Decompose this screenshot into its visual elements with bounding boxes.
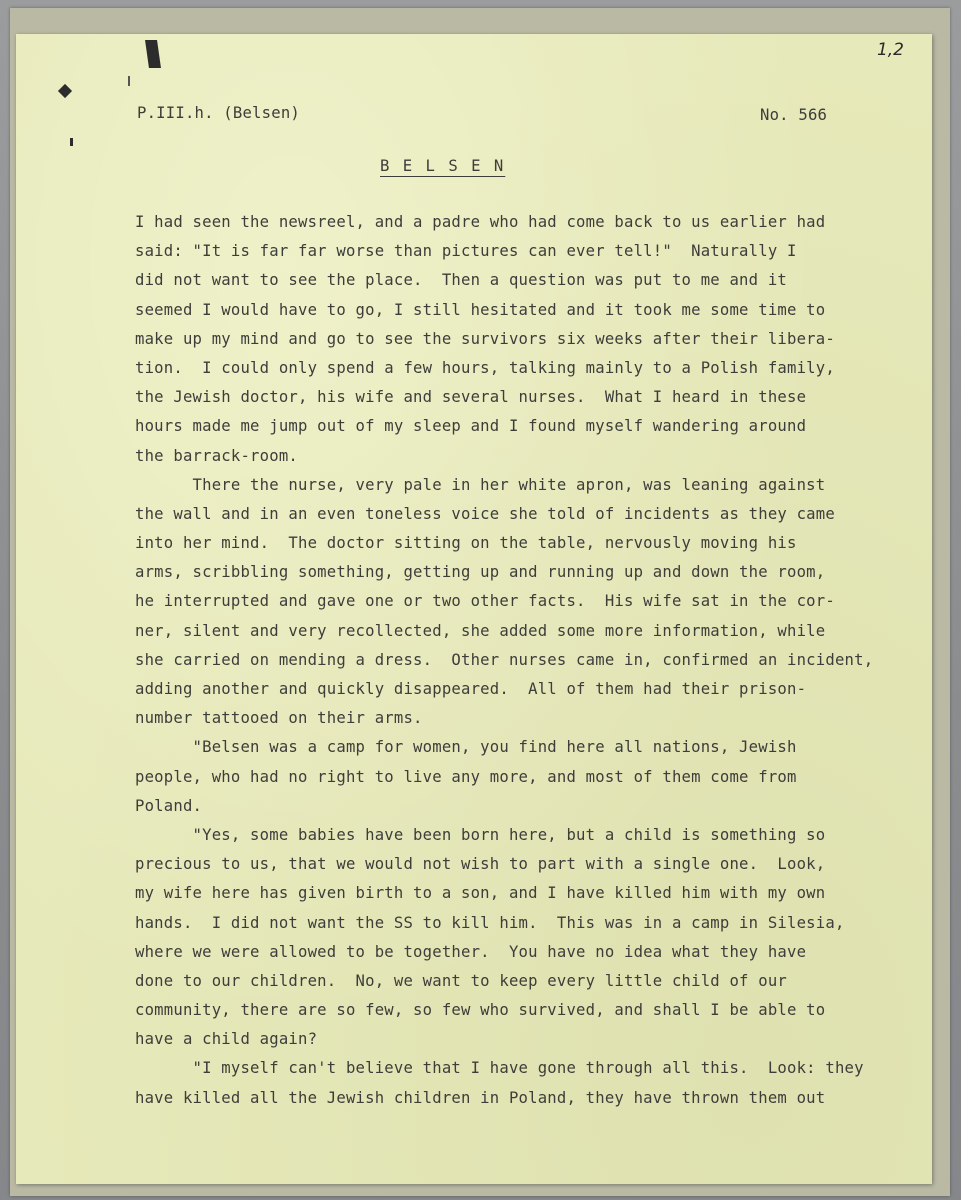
punch-hole-mark (70, 138, 73, 146)
typewritten-page (16, 34, 932, 1184)
pencil-mark (128, 76, 130, 86)
text-line: Poland. (135, 796, 203, 815)
punch-hole-mark (145, 40, 161, 68)
text-line: "Belsen was a camp for women, you find here all nations, Jewish (135, 738, 797, 757)
text-line: seemed I would have to go, I still hesitated and it took me some time to (135, 300, 826, 319)
text-line: have killed all the Jewish children in Poland, they have thrown them out (135, 1088, 826, 1107)
text-line: into her mind. The doctor sitting on the table, nervously moving his (135, 534, 797, 553)
text-line: make up my mind and go to see the survivors six weeks after their libera- (135, 329, 835, 348)
text-line: tion. I could only spend a few hours, talking mainly to a Polish family, (135, 358, 835, 377)
text-line: he interrupted and gave one or two other facts. His wife sat in the cor- (135, 592, 835, 611)
text-line: where we were allowed to be together. You have no idea what they have (135, 942, 807, 961)
document-title: B E L S E N (380, 157, 506, 175)
document-body (135, 208, 925, 1113)
text-line: my wife here has given birth to a son, and I have killed him with my own (135, 884, 826, 903)
text-line: "Yes, some babies have been born here, but a child is something so (135, 825, 826, 844)
text-line: the Jewish doctor, his wife and several nurses. What I heard in these (135, 388, 807, 407)
text-line: said: "It is far far worse than pictures can ever tell!" Naturally I (135, 242, 797, 261)
text-line: done to our children. No, we want to keep every little child of our (135, 971, 787, 990)
text-line: hours made me jump out of my sleep and I found myself wandering around (135, 417, 807, 436)
text-line: the wall and in an even toneless voice she told of incidents as they came (135, 504, 835, 523)
text-line: the barrack-room. (135, 446, 298, 465)
text-line: have a child again? (135, 1030, 318, 1049)
text-line: did not want to see the place. Then a question was put to me and it (135, 271, 787, 290)
text-line: hands. I did not want the SS to kill him. This was in a camp in Silesia, (135, 913, 845, 932)
text-line: people, who had no right to live any more, and most of them come from (135, 767, 797, 786)
text-line: arms, scribbling something, getting up and running up and down the room, (135, 563, 826, 582)
text-line: "I myself can't believe that I have gone through all this. Look: they (135, 1059, 864, 1078)
document-reference: P.III.h. (Belsen) (137, 104, 300, 122)
text-line: number tattooed on their arms. (135, 709, 423, 728)
text-line: adding another and quickly disappeared. All of them had their prison- (135, 680, 807, 698)
text-line: There the nurse, very pale in her white apron, was leaning against (135, 475, 826, 494)
text-line: I had seen the newsreel, and a padre who had come back to us earlier had (135, 213, 826, 231)
text-line: community, there are so few, so few who survived, and shall I be able to (135, 1001, 826, 1020)
text-line: precious to us, that we would not wish to part with a single one. Look, (135, 855, 826, 874)
document-number: No. 566 (760, 106, 828, 124)
punch-hole-mark (58, 84, 72, 98)
text-line: ner, silent and very recollected, she added some more information, while (135, 621, 826, 640)
text-line: she carried on mending a dress. Other nurses came in, confirmed an incident, (135, 650, 874, 669)
handwritten-page-number: 1,2 (876, 40, 904, 60)
